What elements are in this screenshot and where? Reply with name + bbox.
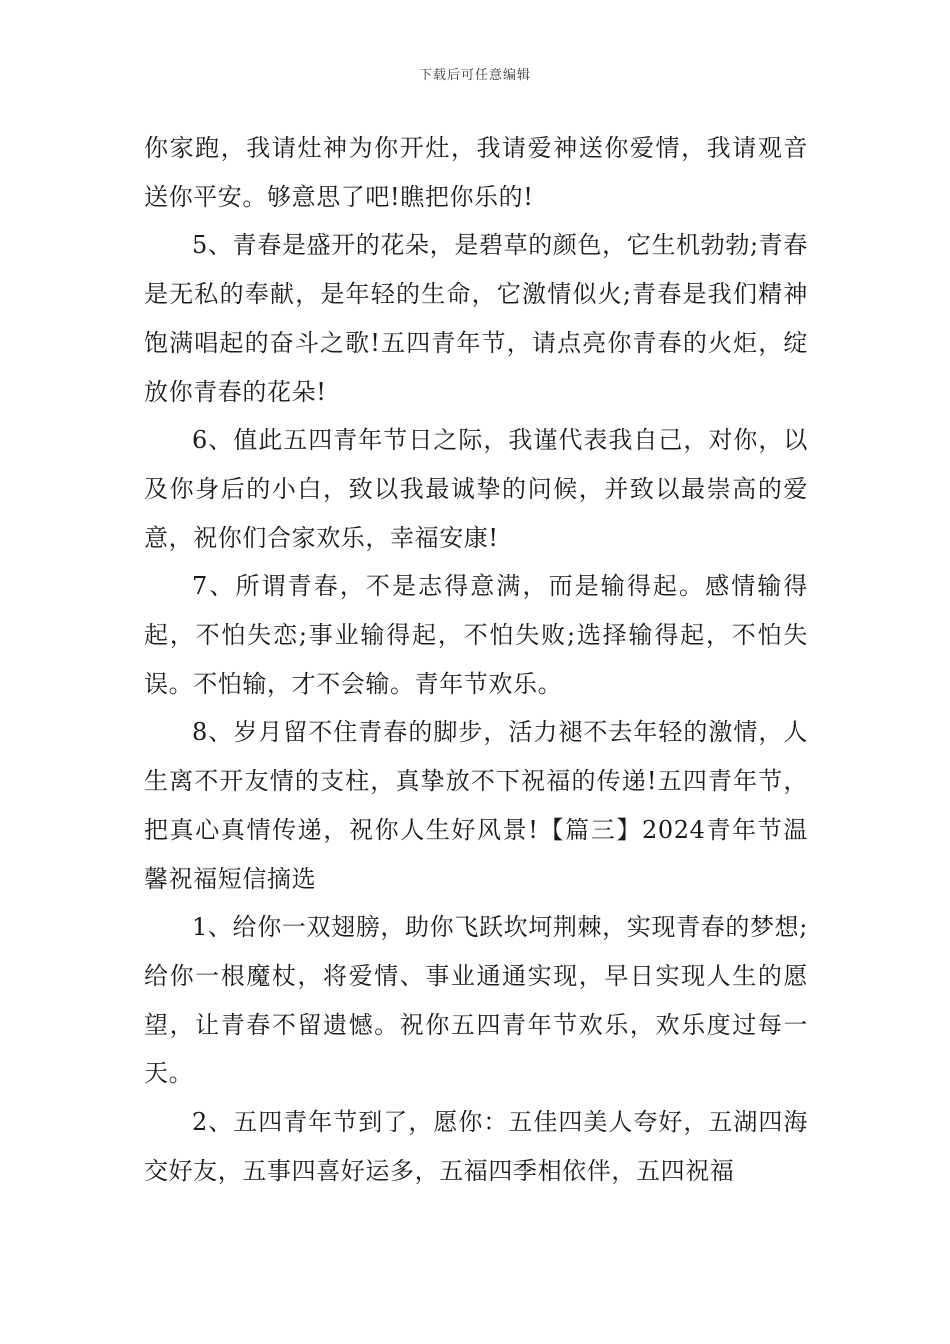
paragraph-continued: 你家跑，我请灶神为你开灶，我请爱神送你爱情，我请观音送你平安。够意思了吧!瞧把你乐的! [144, 134, 808, 211]
page-header: 下载后可任意编辑 [418, 68, 531, 83]
paragraph-item-1: 1、给你一双翅膀，助你飞跃坎坷荆棘，实现青春的梦想;给你一根魔杖，将爱情、事业通通实现，早日实现人生的愿望，让青春不留遗憾。祝你五四青年节欢乐，欢乐度过每一天。 [144, 913, 808, 1088]
paragraph-item-2: 2、五四青年节到了，愿你：五佳四美人夸好，五湖四海交好友，五事四喜好运多，五福四季相依伴，五四祝福 [144, 1108, 808, 1185]
paragraph-item-6: 6、值此五四青年节日之际，我谨代表我自己，对你，以及你身后的小白，致以我最诚挚的问候，并致以最崇高的爱意，祝你们合家欢乐，幸福安康! [144, 426, 808, 552]
paragraph-item-5: 5、青春是盛开的花朵，是碧草的颜色，它生机勃勃;青春是无私的奉献，是年轻的生命，它激情似火;青春是我们精神饱满唱起的奋斗之歌!五四青年节，请点亮你青春的火炬，绽放你青春的花朵! [144, 231, 808, 406]
paragraph-item-7: 7、所谓青春，不是志得意满，而是输得起。感情输得起，不怕失恋;事业输得起，不怕失败;选择输得起，不怕失误。不怕输，才不会输。青年节欢乐。 [144, 572, 808, 698]
document-body [144, 124, 808, 1195]
paragraph-item-8: 8、岁月留不住青春的脚步，活力褪不去年轻的激情，人生离不开友情的支柱，真挚放不下祝福的传递!五四青年节，把真心真情传递，祝你人生好风景!【篇三】2024青年节温馨祝福短信摘选 [144, 718, 808, 893]
